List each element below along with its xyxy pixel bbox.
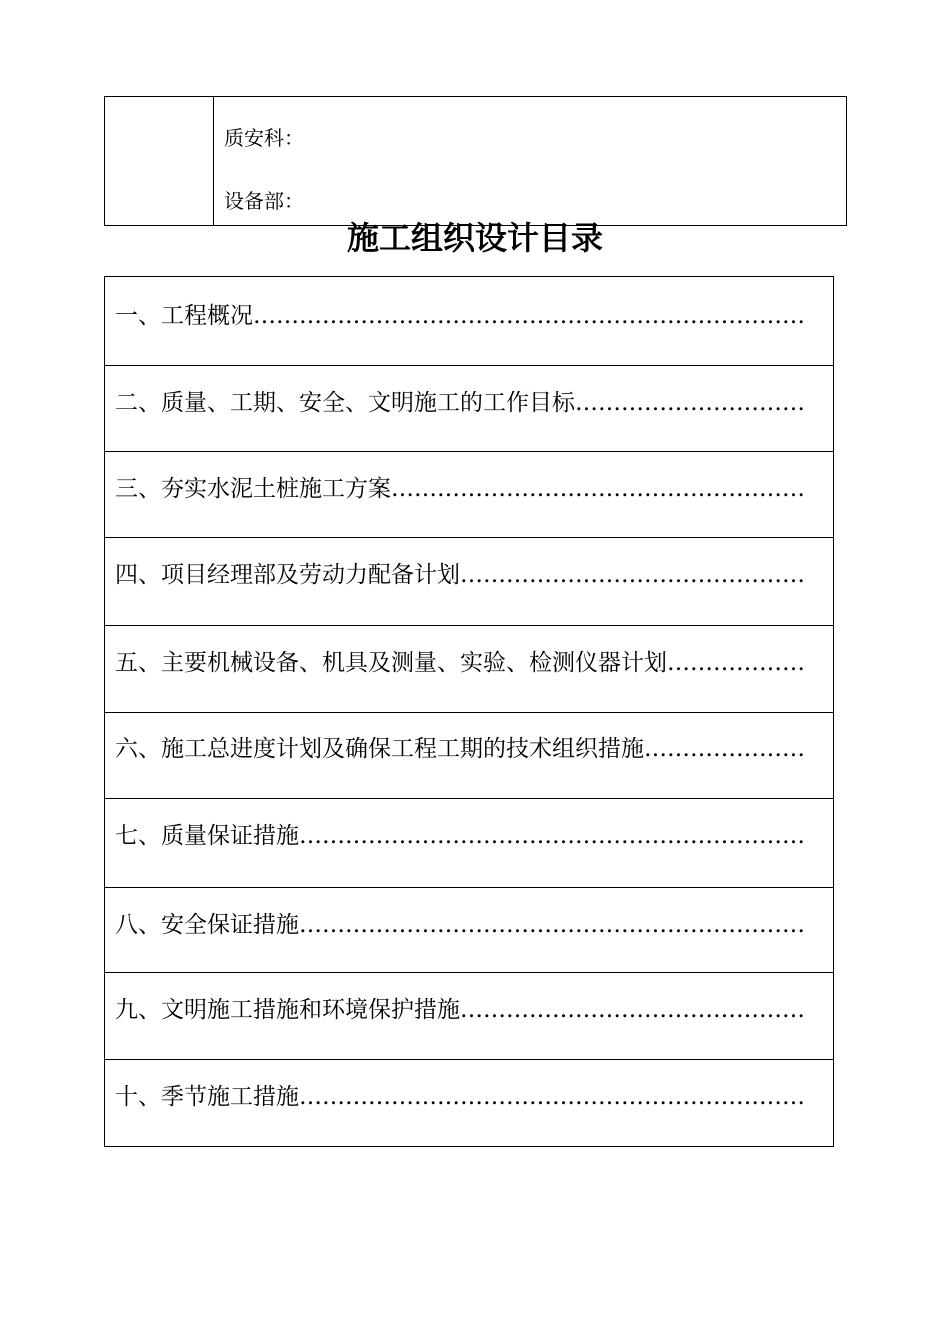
toc-entry-9: 九、文明施工措施和环境保护措施 ………………………………………………………………………………………… xyxy=(115,995,803,1025)
toc-row xyxy=(105,887,833,972)
toc-title: 施工组织设计目录 xyxy=(346,219,603,257)
toc-row xyxy=(105,712,833,798)
signoff-equipment: 设备部： xyxy=(224,189,304,213)
toc-entry-3: 三、夯实水泥土桩施工方案 ………………………………………………………………………………………… xyxy=(115,474,803,504)
signoff-content-cell xyxy=(214,97,846,225)
toc-row xyxy=(105,365,833,451)
toc-entry-1: 一、工程概况 ………………………………………………………………………………………… xyxy=(115,301,803,331)
toc-row xyxy=(105,451,833,537)
toc-entry-5: 五、主要机械设备、机具及测量、实验、检测仪器计划 ………………………………………………………………………………………… xyxy=(115,648,803,678)
toc-row xyxy=(105,277,833,365)
toc-row xyxy=(105,798,833,887)
toc-entry-10: 十、季节施工措施 ………………………………………………………………………………………… xyxy=(115,1082,803,1112)
toc-table xyxy=(104,276,834,1147)
signoff-label-cell xyxy=(105,97,214,225)
toc-row xyxy=(105,1059,833,1146)
toc-row xyxy=(105,972,833,1059)
toc-row xyxy=(105,537,833,625)
toc-entry-6: 六、施工总进度计划及确保工程工期的技术组织措施 ………………………………………………………………………………………… xyxy=(115,734,803,764)
signoff-table xyxy=(104,96,847,226)
toc-row xyxy=(105,625,833,712)
signoff-quality-safety: 质安科： xyxy=(224,126,304,150)
toc-entry-2: 二、质量、工期、安全、文明施工的工作目标 ………………………………………………………………………………………… xyxy=(115,388,803,418)
toc-entry-4: 四、项目经理部及劳动力配备计划 ………………………………………………………………………………………… xyxy=(115,560,803,590)
toc-entry-8: 八、安全保证措施 ………………………………………………………………………………………… xyxy=(115,910,803,940)
toc-entry-7: 七、质量保证措施 ………………………………………………………………………………………… xyxy=(115,821,803,851)
